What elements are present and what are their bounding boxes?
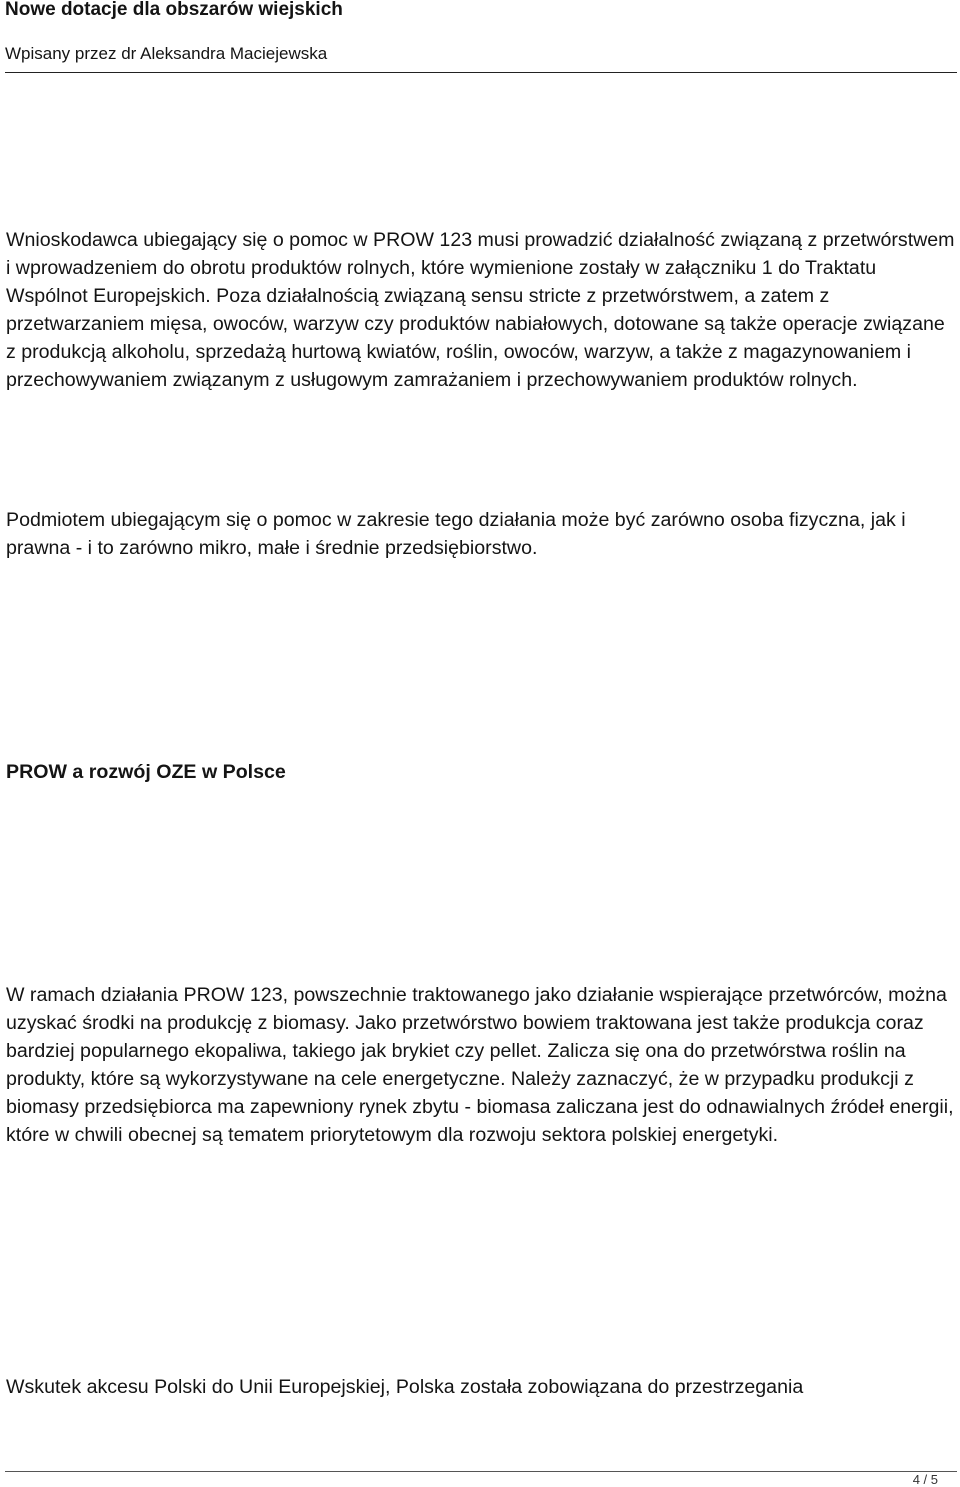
body-paragraph-4: Wskutek akcesu Polski do Unii Europejskiej, Polska została zobowiązana do przestrzegania [6, 1376, 804, 1398]
body-paragraph-1: Wnioskodawca ubiegający się o pomoc w PROW 123 musi prowadzić działalność związaną z przetwórstwem i wprowadzeniem do obrotu produktów rolnych, które wymienione zostały w załączniku 1 do Traktatu Wspólnot Europejskich. Poza działalnością związaną sensu stricte z przetwórstwem, a zatem z przetwarzaniem mięsa, owoców, warzyw czy produktów nabiałowych, dotowane są także operacje związane z produkcją alkoholu, sprzedażą hurtową kwiatów, roślin, owoców, warzyw, a także z magazynowaniem i przechowywaniem związanym z usługowym zamrażaniem i przechowywaniem produktów rolnych. [6, 229, 955, 391]
author-line: Wpisany przez dr Aleksandra Maciejewska [5, 44, 328, 63]
body-paragraph-3: W ramach działania PROW 123, powszechnie traktowanego jako działanie wspierające przetwórców, można uzyskać środki na produkcję z biomasy. Jako przetwórstwo bowiem traktowana jest także produkcja coraz bardziej popularnego ekopaliwa, takiego jak brykiet czy pellet. Zalicza się ona do przetwórstwa roślin na produkty, które są wykorzystywane na cele energetyczne. Należy zaznaczyć, że w przypadku produkcji z biomasy przedsiębiorca ma zapewniony rynek zbytu - biomasa zaliczana jest do odnawialnych źródeł energii, które w chwili obecnej są tematem priorytetowym dla rozwoju sektora polskiej energetyki. [6, 984, 954, 1146]
document-title: Nowe dotacje dla obszarów wiejskich [5, 0, 343, 20]
section-heading: PROW a rozwój OZE w Polsce [6, 761, 286, 783]
body-paragraph-2: Podmiotem ubiegającym się o pomoc w zakresie tego działania może być zarówno osoba fizyczna, jak i prawna - i to zarówno mikro, małe i średnie przedsiębiorstwo. [6, 509, 906, 559]
page-number: 4 / 5 [912, 1472, 938, 1487]
header-divider [5, 72, 957, 73]
footer-divider [5, 1471, 957, 1472]
